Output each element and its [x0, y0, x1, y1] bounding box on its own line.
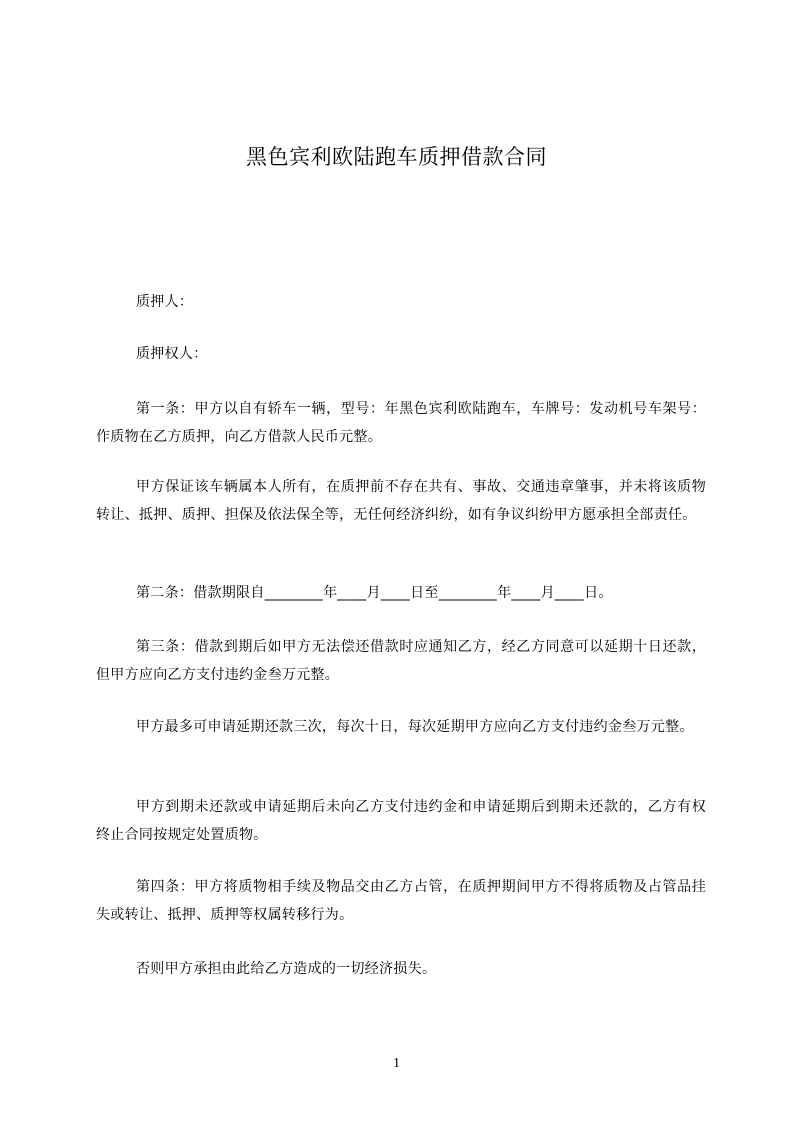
article-3-paragraph: 第三条：借款到期后如甲方无法偿还借款时应通知乙方，经乙方同意可以延期十日还款，但甲方应向乙方支付违约金叁万元整。 — [96, 639, 706, 683]
pledgee-line: 质押权人： — [136, 346, 208, 362]
page-number: 1 — [393, 1056, 400, 1071]
guarantee-paragraph: 甲方保证该车辆属本人所有，在质押前不存在共有、事故、交通违章肇事，并未将该质物转让、抵押、质押、担保及依法保全等，无任何经济纠纷，如有争议纠纷甲方愿承担全部责任。 — [96, 479, 706, 523]
article-1-paragraph: 第一条：甲方以自有轿车一辆，型号：年黑色宾利欧陆跑车，车牌号：发动机号车架号：作质物在乙方质押，向乙方借款人民币元整。 — [96, 401, 706, 445]
termination-paragraph: 甲方到期未还款或申请延期后未向乙方支付违约金和申请延期后到期未还款的，乙方有权终止合同按规定处置质物。 — [96, 799, 706, 843]
article-2-paragraph: 第二条：借款期限自________年____月____日至________年____月____日。 — [136, 585, 613, 601]
article-4-paragraph: 第四条：甲方将质物相手续及物品交由乙方占管，在质押期间甲方不得将质物及占管品挂失或转让、抵押、质押等权属转移行为。 — [96, 879, 706, 923]
pledgor-line: 质押人： — [136, 294, 194, 310]
liability-paragraph: 否则甲方承担由此给乙方造成的一切经济损失。 — [136, 961, 437, 977]
document-title: 黑色宾利欧陆跑车质押借款合同 — [246, 145, 547, 169]
extension-paragraph: 甲方最多可申请延期还款三次，每次十日，每次延期甲方应向乙方支付违约金叁万元整。 — [136, 719, 694, 735]
